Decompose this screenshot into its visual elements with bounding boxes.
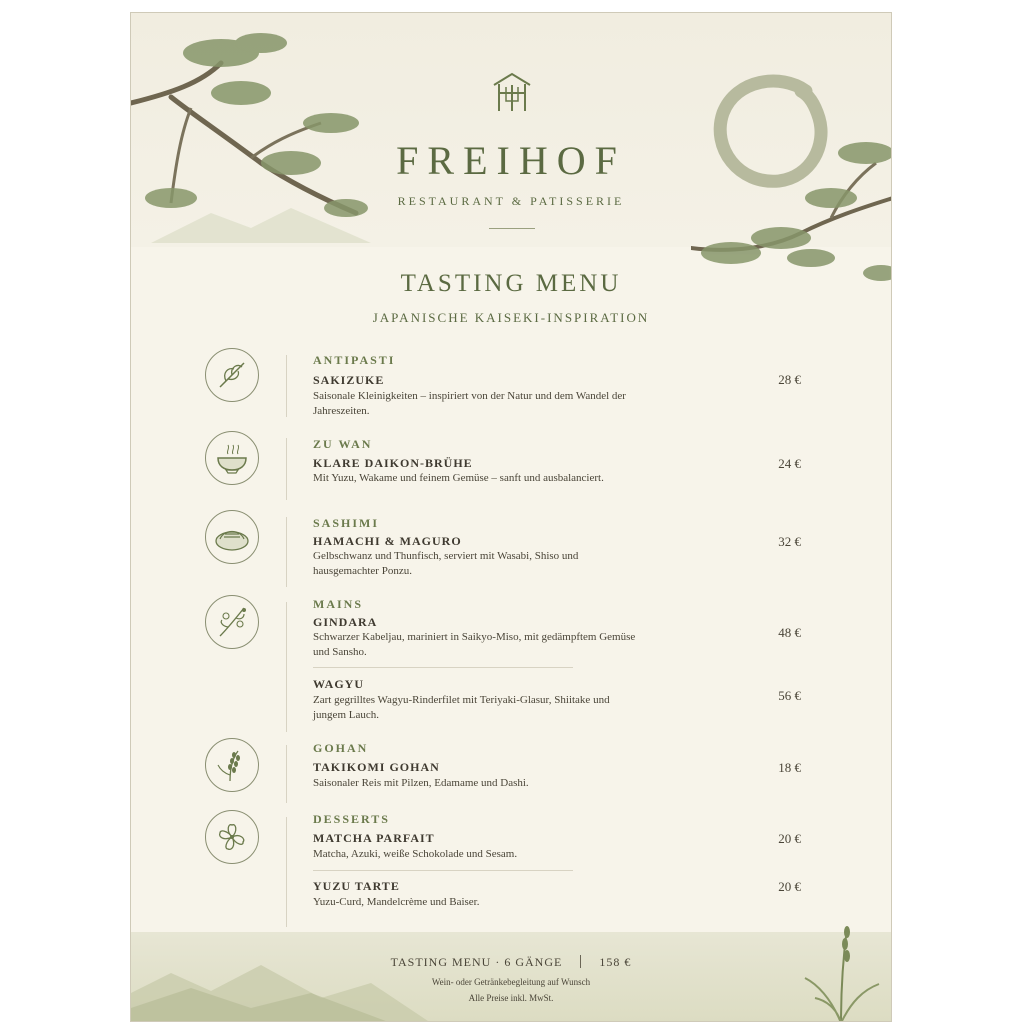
section-category: GOHAN: [313, 741, 369, 755]
item-divider: [313, 667, 573, 668]
sashimi-icon: [205, 510, 259, 564]
sakura-flower-icon: [205, 810, 259, 864]
footer-pairing-note: Wein- oder Getränkebegleitung auf Wunsch: [431, 977, 591, 987]
dish-name: TAKIKOMI GOHAN: [313, 760, 440, 774]
section-divider-line: [286, 817, 287, 927]
dish-price: 24 €: [778, 456, 801, 471]
dish-name: HAMACHI & MAGURO: [313, 534, 462, 548]
dish-price: 56 €: [778, 688, 801, 703]
leaf-icon: [205, 348, 259, 402]
dish-price: 20 €: [778, 831, 801, 846]
rice-plant-icon: [205, 738, 259, 792]
blossom-branch-icon: [205, 595, 259, 649]
section-divider-line: [286, 517, 287, 587]
brand-subtitle: RESTAURANT & PATISSERIE: [397, 194, 625, 208]
dish-description: Matcha, Azuki, weiße Schokolade und Sesam.: [313, 848, 518, 860]
tasting-menu-label: TASTING MENU · 6 GÄNGE: [390, 955, 563, 969]
dish-price: 18 €: [778, 760, 801, 775]
item-divider: [313, 870, 573, 871]
section-category: DESSERTS: [313, 812, 390, 826]
footer-tasting-summary: [131, 955, 891, 970]
footer-vat-note: Alle Preise inkl. MwSt.: [468, 993, 554, 1003]
dish-description: Yuzu-Curd, Mandelcrème und Baiser.: [313, 896, 480, 908]
dish-description: Mit Yuzu, Wakame und feinem Gemüse – sanft und ausbalanciert.: [313, 472, 604, 484]
dish-name: WAGYU: [313, 677, 365, 691]
section-divider-line: [286, 745, 287, 803]
section-category: SASHIMI: [313, 516, 380, 530]
dish-description: Saisonale Kleinigkeiten – inspiriert von der Natur und dem Wandel der Jahreszeiten.: [313, 390, 626, 417]
house-logo-icon: [491, 71, 533, 113]
dish-description: Schwarzer Kabeljau, mariniert in Saikyo-Miso, mit gedämpftem Gemüse und Sansho.: [313, 631, 636, 658]
dish-name: SAKIZUKE: [313, 373, 385, 387]
dish-price: 48 €: [778, 625, 801, 640]
section-divider-line: [286, 355, 287, 417]
menu-subtitle: JAPANISCHE KAISEKI-INSPIRATION: [372, 310, 650, 325]
tasting-menu-price: 158 €: [599, 955, 632, 969]
dish-name: GINDARA: [313, 615, 378, 629]
section-divider-line: [286, 438, 287, 500]
menu-card: [130, 12, 892, 1022]
dish-name: KLARE DAIKON-BRÜHE: [313, 456, 473, 470]
section-category: ZU WAN: [313, 437, 373, 451]
dish-description: Zart gegrilltes Wagyu-Rinderfilet mit Teriyaki-Glasur, Shiitake und jungem Lauch.: [313, 694, 610, 721]
dish-price: 28 €: [778, 372, 801, 387]
brand-divider: [489, 228, 535, 229]
footer-separator: [580, 955, 581, 968]
section-category: MAINS: [313, 597, 364, 611]
soup-bowl-icon: [205, 431, 259, 485]
dish-description: Saisonaler Reis mit Pilzen, Edamame und Dashi.: [313, 777, 529, 789]
dish-name: YUZU TARTE: [313, 879, 400, 893]
grass-plant-illustration: [801, 918, 881, 1022]
dish-price: 32 €: [778, 534, 801, 549]
menu-title: TASTING MENU: [400, 270, 622, 297]
section-category: ANTIPASTI: [313, 353, 396, 367]
brand-name: FREIHOF: [396, 138, 626, 183]
dish-description: Gelbschwanz und Thunfisch, serviert mit Wasabi, Shiso und hausgemachter Ponzu.: [313, 550, 579, 577]
section-divider-line: [286, 602, 287, 732]
dish-name: MATCHA PARFAIT: [313, 831, 435, 845]
dish-price: 20 €: [778, 879, 801, 894]
